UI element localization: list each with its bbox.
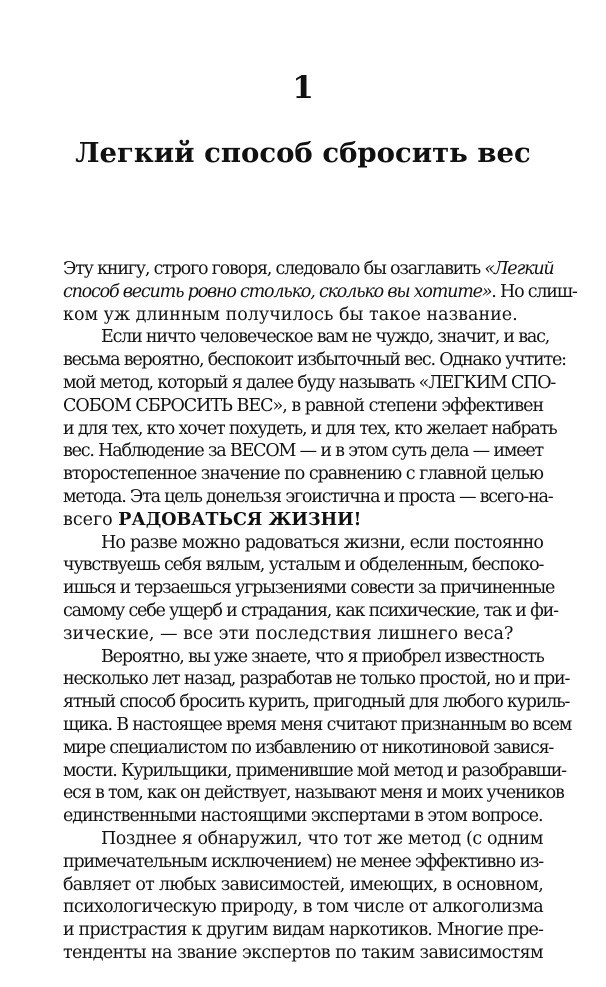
text-line <box>63 304 543 327</box>
text-segment: метода. Эта цель донельзя эгоистична и проста — всего-на- <box>63 486 553 507</box>
text-line <box>63 418 557 441</box>
text-line <box>63 463 543 486</box>
text-segment: мой метод, который я далее буду называть «ЛЕГКИМ СПО- <box>63 372 556 393</box>
text-segment: еся в том, как он действует, называют меня и моих учеников <box>63 783 564 804</box>
italic-text: способ весить ровно столько, сколько вы хотите» <box>63 281 492 302</box>
text-line <box>63 349 566 372</box>
text-segment: и пристрастия к другим видам наркотиков. Многие пре- <box>63 920 543 941</box>
text-line <box>63 942 543 965</box>
chapter-title: Легкий способ сбросить вес <box>75 137 531 169</box>
text-line <box>63 440 543 463</box>
text-segment: самому себе ущерб и страдания, как психические, так и фи- <box>63 600 558 621</box>
text-segment: ятный способ бросить курить, пригодный для любого куриль- <box>63 692 570 713</box>
text-segment: мире специалистом по избавлению от никотиновой завися- <box>63 737 554 758</box>
text-line <box>63 828 543 851</box>
text-segment: ком уж длинным получилось бы такое название. <box>63 304 518 325</box>
text-line <box>63 714 572 737</box>
text-line <box>63 919 543 942</box>
text-line <box>63 760 566 783</box>
text-line <box>63 372 556 395</box>
paragraph <box>63 532 558 646</box>
text-segment: мости. Курильщики, применившие мой метод и разобравши- <box>63 760 566 781</box>
text-line <box>63 851 543 874</box>
text-segment: всего <box>63 509 119 530</box>
text-line <box>63 623 543 646</box>
paragraph <box>63 326 566 531</box>
text-segment: Позднее я обнаружил, что тот же метод (с одним <box>101 828 543 849</box>
paragraph <box>63 828 543 965</box>
text-line <box>63 509 543 532</box>
text-line <box>63 577 555 600</box>
text-line <box>63 600 558 623</box>
text-segment: щика. В настоящее время меня считают признанным во всем <box>63 714 572 735</box>
text-line <box>63 805 543 828</box>
text-line <box>63 782 564 805</box>
text-segment: тенденты на звание экспертов по таким зависимостям <box>63 942 543 963</box>
text-line <box>63 554 543 577</box>
text-line <box>63 737 554 760</box>
paragraph <box>63 258 577 326</box>
text-segment: Если ничто человеческое вам не чуждо, значит, и вас, <box>101 327 550 348</box>
text-line <box>63 532 543 555</box>
text-line <box>63 486 553 509</box>
text-segment: примечательным исключением) не менее эффективно из- <box>63 851 543 872</box>
text-segment: ишься и терзаешься угрызениями совести за причиненные <box>63 578 555 599</box>
text-segment: Но разве можно радоваться жизни, если постоянно <box>101 532 543 553</box>
text-segment: бавляет от любых зависимостей, имеющих, в основном, <box>63 874 543 895</box>
text-segment: зические, — все эти последствия лишнего веса? <box>63 623 514 644</box>
text-line <box>63 896 543 919</box>
text-line <box>63 326 550 349</box>
text-segment: психологическую природу, в том числе от алкоголизма <box>63 897 543 918</box>
text-segment: чувствуешь себя вялым, усталым и обделенным, беспоко- <box>63 555 544 576</box>
text-line <box>63 395 543 418</box>
chapter-number: 1 <box>292 70 314 106</box>
text-line <box>63 646 543 669</box>
text-line <box>63 691 570 714</box>
text-line <box>63 874 543 897</box>
text-segment: СОБОМ СБРОСИТЬ ВЕС», в равной степени эффективен <box>63 395 544 416</box>
italic-text: «Легкий <box>484 259 554 279</box>
text-segment: вес. Наблюдение за ВЕСОМ — и в этом суть дела — имеет <box>63 441 543 462</box>
text-segment: второстепенное значение по сравнению с главной целью <box>63 464 543 485</box>
paragraph <box>63 646 572 828</box>
bold-text: РАДОВАТЬСЯ ЖИЗНИ! <box>118 509 362 530</box>
text-line <box>63 258 554 281</box>
chapter-body <box>63 258 577 965</box>
text-line <box>63 281 577 304</box>
text-segment: Вероятно, вы уже знаете, что я приобрел известность <box>101 646 544 667</box>
text-segment: весьма вероятно, беспокоит избыточный вес. Однако учтите: <box>63 350 566 371</box>
text-segment: . Но слиш- <box>491 281 577 302</box>
text-segment: Эту книгу, строго говоря, следовало бы озаглавить <box>63 259 485 279</box>
text-segment: единственными настоящими экспертами в этом вопросе. <box>63 806 543 827</box>
text-segment: и для тех, кто хочет похудеть, и для тех, кто желает набрать <box>63 418 557 439</box>
text-segment: несколько лет назад, разработав не только простой, но и при- <box>63 669 570 690</box>
text-line <box>63 668 570 691</box>
